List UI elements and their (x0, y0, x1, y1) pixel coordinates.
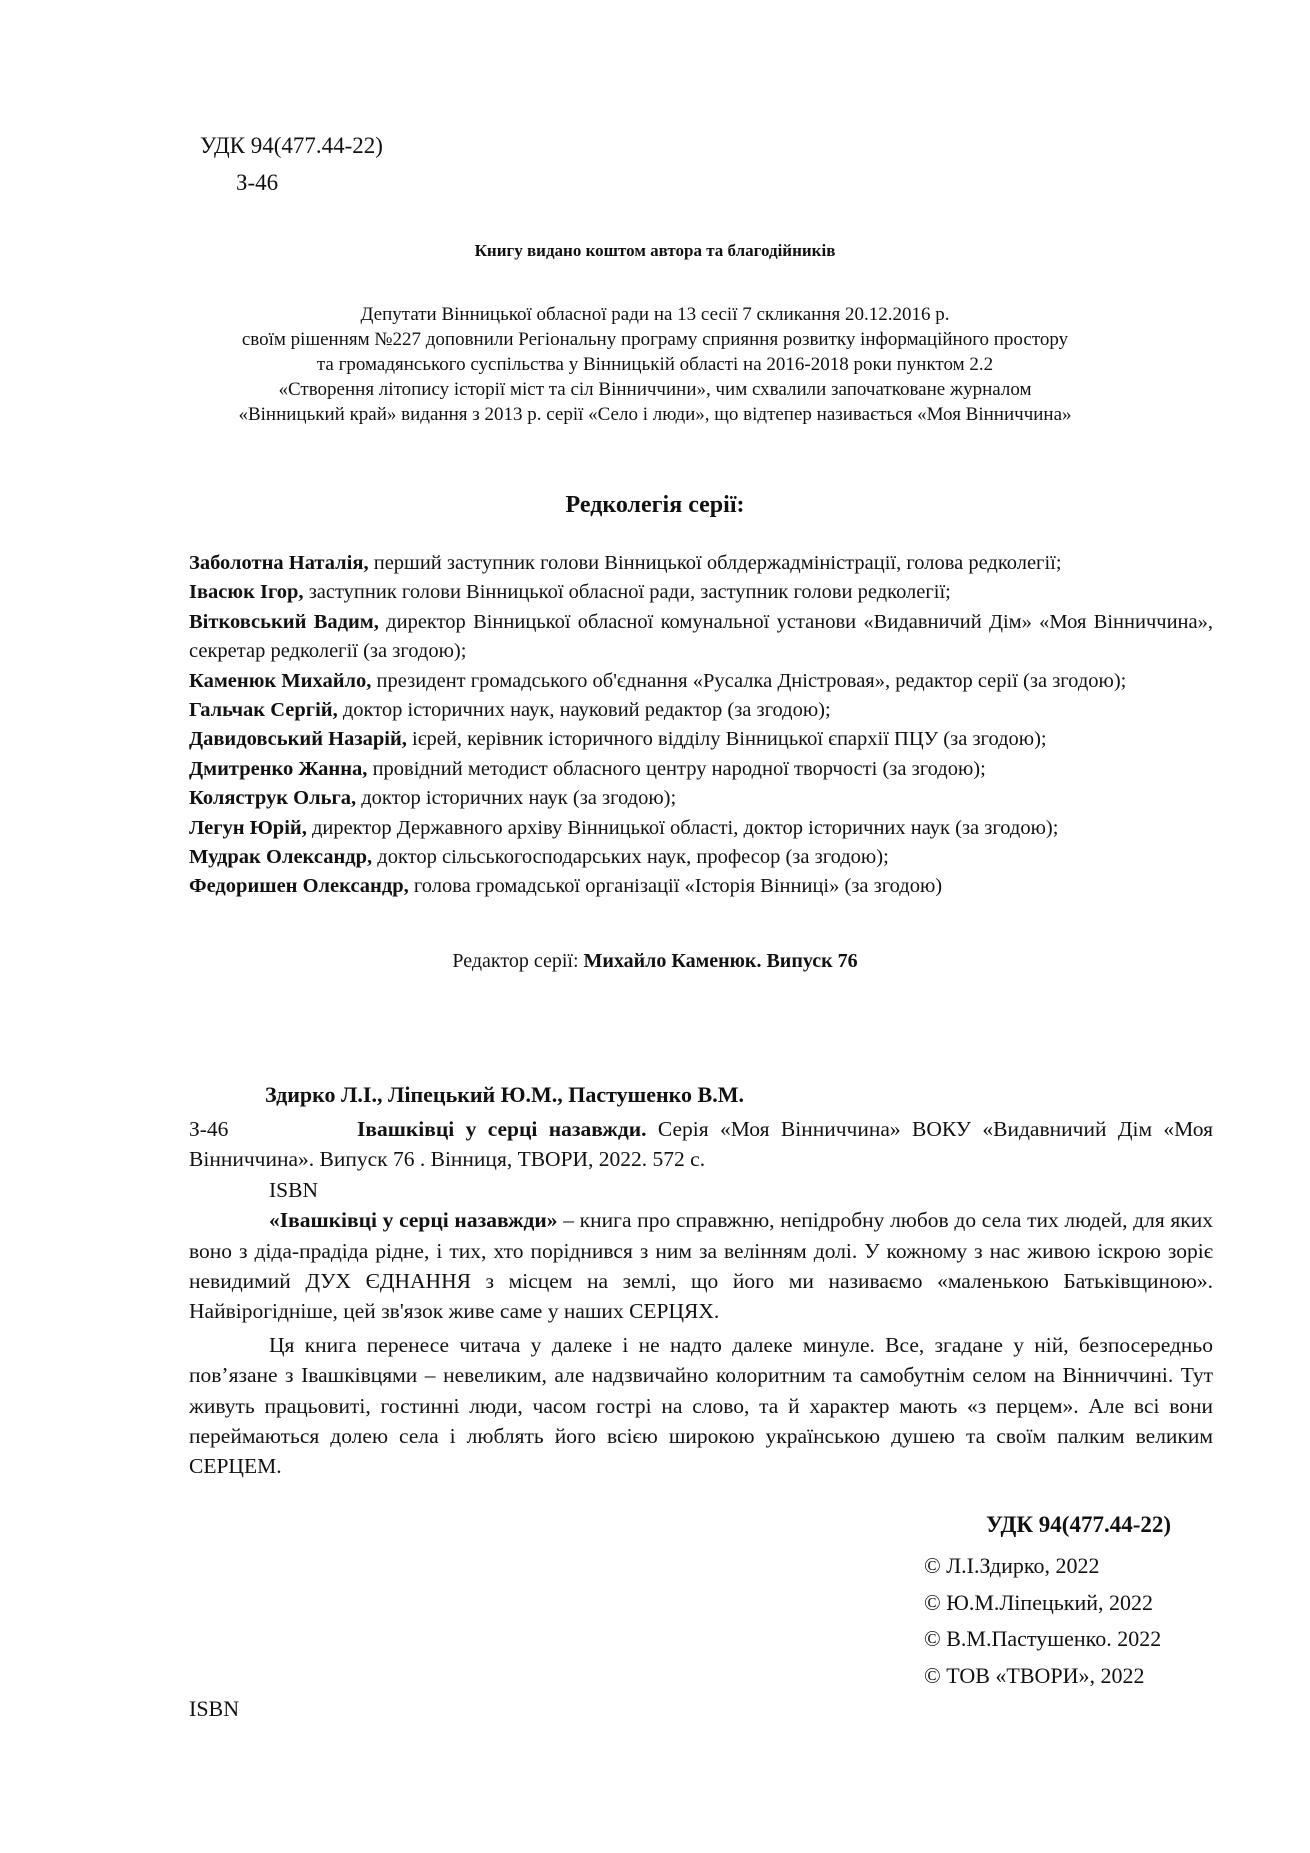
board-member (189, 608, 1213, 667)
board-member (189, 667, 1213, 696)
catalog-code-top: З-46 (236, 170, 279, 195)
series-editor-value: Михайло Каменюк. Випуск 76 (583, 950, 858, 972)
book-title-line (189, 1114, 1213, 1175)
copyright-line: © Ю.М.Ліпецький, 2022 (924, 1589, 1154, 1615)
copyright-list (924, 1548, 1161, 1694)
member-role: заступник голови Вінницької обласної ради, заступник голови редколегії; (303, 581, 951, 604)
member-name: Вітковський Вадим, (189, 610, 379, 633)
isbn-line: ISBN (269, 1177, 318, 1202)
board-member (189, 725, 1213, 754)
member-name: Івасюк Ігор, (189, 581, 304, 604)
member-role: перший заступник голови Вінницької облдержадміністрації, голова редколегії; (368, 552, 1062, 574)
book-title: Івашківці у серці назавжди. (357, 1117, 647, 1141)
annotation-title: «Івашківці у серці назавжди» (269, 1208, 558, 1233)
annotation-text: – книга про справжню, непідробну любов до села тих людей, для яких воно з діда-прадіда рідне, і тих, хто поріднився з ним за велінням долі. У кожному з нас живою іскрою зоріє невидимий ДУХ ЄДНАННЯ з місцем на землі, що його ми називаємо «маленькою Батьківщиною». Найвірогідніше, цей зв'язок живе саме у наших СЕРЦЯХ. (189, 1208, 1213, 1324)
book-authors: Здирко Л.І., Ліпецький Ю.М., Пастушенко В.М. (265, 1082, 744, 1107)
board-member (189, 843, 1213, 872)
udk-bottom: УДК 94(477.44-22) (986, 1512, 1172, 1537)
member-name: Коляструк Ольга, (189, 787, 357, 810)
board-member (189, 755, 1213, 784)
catalog-entry (189, 1114, 1213, 1482)
member-role: ієрей, керівник історичного відділу Вінницької єпархії ПЦУ (за згодою); (406, 728, 1047, 751)
catalog-code: З-46 (189, 1117, 229, 1141)
funding-note: Книгу видано коштом автора та благодійників (474, 241, 836, 260)
deputies-line: та громадянського суспільства у Вінницькій області на 2016-2018 роки пунктом 2.2 (316, 354, 994, 375)
member-role: доктор історичних наук, науковий редактор (за згодою); (337, 699, 831, 722)
member-name: Каменюк Михайло, (189, 669, 372, 692)
member-role: директор Державного архіву Вінницької області, доктор історичних наук (за згодою); (306, 816, 1059, 839)
member-name: Мудрак Олександр, (189, 846, 373, 869)
board-member (189, 814, 1213, 843)
deputies-line: своїм рішенням №227 доповнили Регіональну програму сприяння розвитку інформаційного простору (241, 329, 1069, 350)
copyright-line: © Л.І.Здирко, 2022 (924, 1553, 1100, 1578)
member-name: Гальчак Сергій, (189, 699, 338, 722)
editorial-board-title: Редколегія серії: (565, 492, 745, 518)
member-role: провідний методист обласного центру народної творчості (за згодою); (367, 757, 986, 780)
series-editor (0, 950, 1310, 973)
board-member (189, 578, 1213, 607)
isbn-bottom: ISBN (189, 1696, 240, 1721)
series-editor-label: Редактор серії: (452, 950, 584, 972)
member-role: голова громадської організації «Історія Вінниці» (за згодою) (408, 875, 943, 898)
copyright-line: © В.М.Пастушенко. 2022 (924, 1626, 1162, 1651)
member-name: Федоришен Олександр, (189, 875, 409, 898)
deputies-line: «Вінницький край» видання з 2013 р. серії «Село і люди», що відтепер називається «Моя Вінниччина» (238, 404, 1072, 425)
deputies-line: «Створення літопису історії міст та сіл Вінниччини», чим схвалили започатковане журналом (278, 379, 1032, 400)
member-role: президент громадського об'єднання «Русалка Дністровая», редактор серії (за згодою); (371, 669, 1127, 692)
member-name: Давидовський Назарій, (189, 728, 407, 751)
board-member (189, 784, 1213, 813)
board-member (189, 872, 1213, 901)
board-member (189, 549, 1213, 578)
deputies-line: Депутати Вінницької обласної ради на 13 сесії 7 скликання 20.12.2016 р. (360, 304, 950, 325)
member-name: Легун Юрій, (189, 816, 307, 839)
member-role: доктор історичних наук (за згодою); (356, 787, 677, 810)
copyright-line: © ТОВ «ТВОРИ», 2022 (924, 1662, 1145, 1688)
board-member (189, 696, 1213, 725)
annotation-paragraph: Ця книга перенесе читача у далеке і не надто далеке минуле. Все, згадане у ній, безпосередньо пов’язане з Івашківцями – невеликим, але надзвичайно колоритним та самобутнім селом на Вінниччині. Тут живуть працьовиті, гостинні люди, часом гострі на слово, та й характер мають «з перцем». Але всі вони переймаються долею села і люблять його всією широкою українською душею та своїм палким великим СЕРЦЕМ. (189, 1332, 1213, 1479)
udk-top: УДК 94(477.44-22) (200, 133, 383, 158)
member-role: директор Вінницької обласної комунальної установи «Видавничий Дім» «Моя Вінниччина», секретар редколегії (за згодою); (189, 610, 1214, 663)
annotation-paragraph (189, 1205, 1213, 1327)
book-imprint: Серія «Моя Вінниччина» ВОКУ «Видавничий Дім «Моя Вінниччина». Випуск 76 . Вінниця, ТВОРИ, 2022. 572 с. (189, 1117, 1213, 1172)
member-name: Дмитренко Жанна, (189, 757, 368, 780)
editorial-board-list (189, 549, 1213, 902)
deputies-note (0, 302, 1310, 427)
member-name: Заболотна Наталія, (189, 552, 369, 574)
member-role: доктор сільськогосподарських наук, професор (за згодою); (372, 846, 889, 869)
